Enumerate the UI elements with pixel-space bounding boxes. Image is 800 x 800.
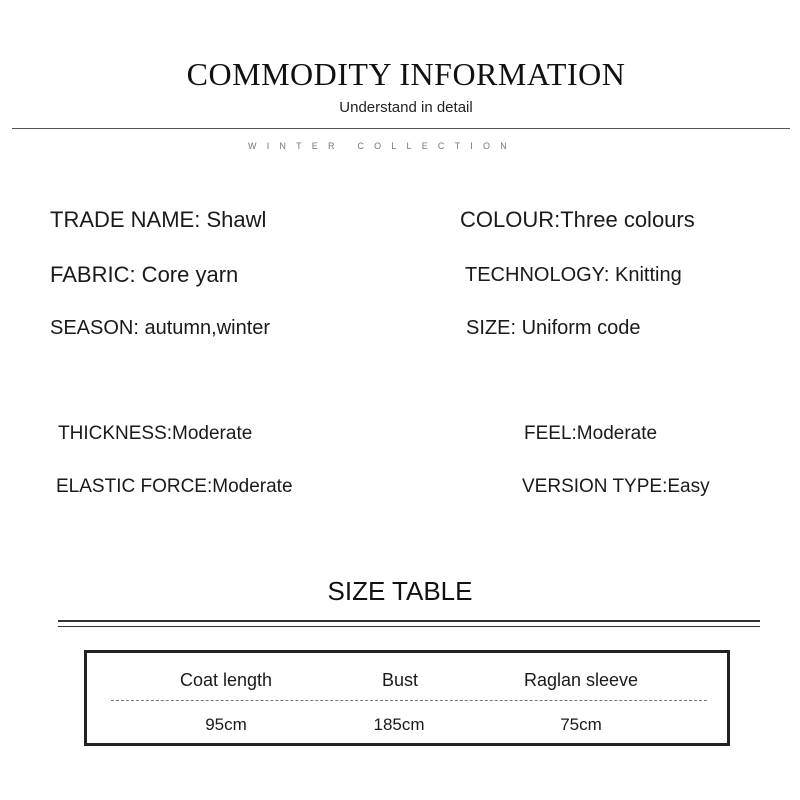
table-cell: 75cm (560, 715, 602, 734)
page-subtitle: Understand in detail (339, 99, 473, 116)
size-table-rule-thick (58, 620, 760, 622)
attr-season: SEASON: autumn,winter (50, 317, 271, 339)
size-table (84, 650, 730, 746)
size-table-rule-thin (58, 626, 760, 627)
attr-fabric: FABRIC: Core yarn (50, 262, 239, 287)
page-title: COMMODITY INFORMATION (186, 56, 626, 92)
attr-feel: FEEL:Moderate (524, 423, 658, 444)
table-divider (111, 700, 707, 701)
attr-technology: TECHNOLOGY: Knitting (465, 264, 682, 286)
header-divider (12, 128, 790, 129)
table-cell: 185cm (373, 715, 425, 734)
collection-caption: WINTER COLLECTION (248, 141, 517, 151)
table-header-cell: Raglan sleeve (523, 670, 639, 690)
table-header-cell: Bust (381, 670, 419, 690)
attr-elastic-force: ELASTIC FORCE:Moderate (56, 476, 293, 497)
size-table-title: SIZE TABLE (327, 576, 473, 606)
attr-size: SIZE: Uniform code (466, 317, 641, 339)
attr-thickness: THICKNESS:Moderate (58, 423, 253, 444)
attr-version-type: VERSION TYPE:Easy (522, 476, 710, 497)
table-header-cell: Coat length (179, 670, 273, 690)
table-cell: 95cm (205, 715, 247, 734)
attr-trade-name: TRADE NAME: Shawl (50, 207, 267, 232)
attr-colour: COLOUR:Three colours (460, 207, 695, 232)
